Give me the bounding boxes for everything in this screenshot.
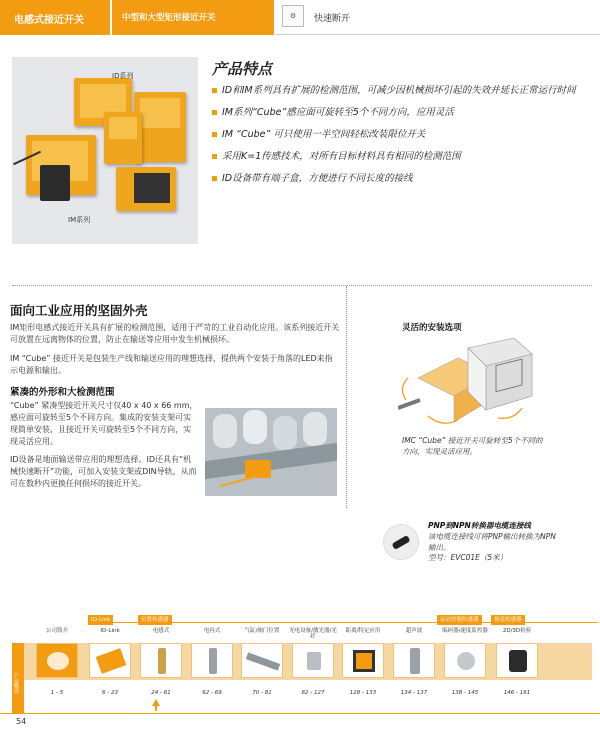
section-label: 电感式接近开关 [14, 15, 84, 26]
nav-item-pages: 62 - 69 [202, 690, 222, 696]
nav-item-ultrasonic[interactable] [389, 628, 439, 696]
subsection-label: 中型和大型矩形接近开关 [122, 13, 216, 23]
nav-item-pages: 134 - 137 [400, 690, 428, 696]
cable-desc-text: 该电缆连接线可将PNP输出转换为NPN输出。 [428, 532, 556, 552]
feature-item: ID设备带有端子盒，方便进行不同长度的接线 [212, 172, 592, 185]
subsection-tab [112, 0, 274, 35]
feature-item: 采用K=1传感技术，对所有目标材料具有相同的检测范围 [212, 150, 592, 163]
nav-tag-iolink: IO-Link [88, 615, 113, 625]
feature-item: IM “Cube” 可只使用一半空间轻松改装限位开关 [212, 128, 592, 141]
nav-item-caption: 光电设备/激光器/光纤 [289, 628, 337, 640]
nav-item-caption: 距离/特定应用 [345, 628, 381, 634]
nav-item-caption: 气缸/阀门位置 [244, 628, 280, 634]
nav-item-company[interactable] [32, 628, 82, 696]
nav-item-pages: 24 - 61 [151, 690, 171, 696]
nav-item-caption: IO-Link [100, 628, 120, 634]
ultrasonic-sensor-icon [393, 643, 435, 678]
article-paragraph: IM “Cube” 接近开关是包装生产线和输送应用的理想选择，提供两个安装于角落的LED来指示电源和输出。 [10, 354, 333, 375]
ifm-logo-icon [36, 643, 78, 678]
cable-connector-icon [383, 524, 419, 560]
nav-item-inductive[interactable] [136, 628, 186, 696]
page-header [0, 0, 600, 35]
article-paragraph: ID设备是地面输送带应用的理想选择。ID还具有“机械快速断开”功能，可加入安装支架或DIN导轨，从而可在数秒内更换任何损坏的接近开关。 [10, 455, 197, 488]
quick-disconnect-icon: ⚙ [282, 5, 304, 27]
nav-item-photoelectric[interactable] [288, 628, 338, 696]
section-tab [0, 0, 112, 35]
capacitive-sensor-icon [191, 643, 233, 678]
nav-item-caption: 公司简介 [45, 628, 68, 634]
nav-side-label: 产品概述 [13, 673, 19, 693]
mounting-title: 灵活的安装选项 [402, 323, 462, 333]
column-divider [346, 286, 347, 508]
sensor-id-mid [104, 112, 142, 164]
nav-item-pages: 138 - 145 [451, 690, 479, 696]
label-id-series: ID系列 [112, 72, 134, 80]
vision-sensor-icon [496, 643, 538, 678]
article-paragraph: IM矩形电感式接近开关具有扩展的检测范围，适用于严苛的工业自动化应用。该系列接近开关可放置在远离物体的位置，防止在输送等应用中发生机械损坏。 [10, 323, 340, 344]
current-section-arrow-stem [155, 705, 157, 711]
nav-item-caption: 电容式 [203, 628, 221, 634]
nav-item-pages: 146 - 161 [503, 690, 531, 696]
nav-item-caption: 编码器/速度监控器 [442, 628, 488, 634]
article-title: 面向工业应用的坚固外壳 [10, 303, 148, 318]
nav-item-distance[interactable] [338, 628, 388, 696]
nav-tag-motion: 运动控制传感器 [437, 615, 482, 625]
section-divider [12, 285, 592, 286]
article-subtitle: 紧凑的外形和大检测范围 [10, 387, 115, 398]
cylinder-sensor-icon [241, 643, 283, 678]
nav-side-tab [12, 643, 24, 713]
features-title: 产品特点 [212, 60, 273, 78]
nav-item-encoder[interactable] [440, 628, 490, 696]
nav-tag-position: 位置传感器 [138, 615, 172, 625]
feature-item: ID和IM系列具有扩展的检测范围，可减少因机械损坏引起的失效并延长正常运行时间 [212, 84, 592, 97]
nav-item-pages: 6 - 23 [102, 690, 118, 696]
mounting-diagram [398, 338, 538, 430]
nav-item-pages: 128 - 133 [349, 690, 377, 696]
cable-title: PNP到NPN转换器电缆连接线 [428, 521, 531, 530]
page-number: 54 [16, 717, 27, 726]
nav-item-caption: 超声波 [405, 628, 423, 634]
topic-label: 快速断开 [314, 14, 351, 24]
cable-description [428, 532, 563, 564]
iolink-module-icon [89, 643, 131, 678]
nav-item-pages: 70 - 81 [252, 690, 272, 696]
hero-product-image [12, 57, 198, 244]
footer-line [0, 713, 600, 714]
sensor-cube-black [40, 165, 70, 201]
article-paragraph: “Cube” 紧凑型接近开关尺寸仅40 x 40 x 66 mm，感应面可旋转至5个不同方向。集成的安装支架可实现简单安装，且接近开关可旋转至5个不同方向，实现灵活应用。 [10, 401, 198, 446]
nav-item-cylinder[interactable] [237, 628, 287, 696]
photoelectric-sensor-icon [292, 643, 334, 678]
cable-model: 型号：EVC01E（5米） [428, 553, 508, 562]
nav-item-pages: 1 - 5 [50, 690, 64, 696]
distance-sensor-icon [342, 643, 384, 678]
sensor-im-small [116, 167, 176, 211]
nav-tag-vision: 视觉传感器 [491, 615, 525, 625]
mounting-caption: IMC “Cube” 接近开关可旋转至5个不同的方向，实现灵活应用。 [402, 436, 543, 456]
topic-tab [276, 0, 600, 35]
inductive-sensor-icon [140, 643, 182, 678]
nav-item-iolink[interactable] [85, 628, 135, 696]
nav-item-vision[interactable] [492, 628, 542, 696]
feature-item: IM系列“Cube”感应面可旋转至5个不同方向，应用灵活 [212, 106, 592, 119]
encoder-icon [444, 643, 486, 678]
conveyor-photo [205, 408, 337, 496]
nav-item-pages: 82 - 127 [301, 690, 325, 696]
nav-item-caption: 2D/3D检验 [502, 628, 532, 634]
nav-item-caption: 电感式 [152, 628, 170, 634]
features-list [212, 84, 592, 194]
label-im-series: IM系列 [68, 216, 91, 224]
nav-item-capacitive[interactable] [187, 628, 237, 696]
